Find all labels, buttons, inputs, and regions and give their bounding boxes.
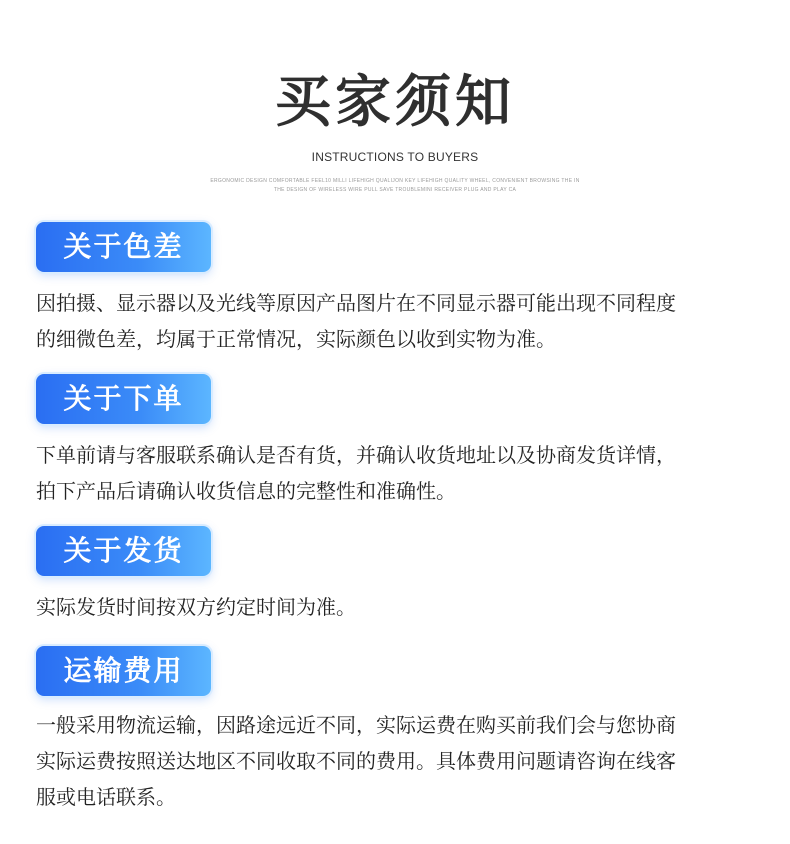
section-text-line: 下单前请与客服联系确认是否有货，并确认收货地址以及协商发货详情， <box>36 443 676 467</box>
section-label-ordering: 关于下单 <box>36 374 211 424</box>
section-body-freight <box>36 707 766 815</box>
section-label-shipping: 关于发货 <box>36 526 211 576</box>
section-text-line: 实际发货时间按双方约定时间为准。 <box>36 595 356 619</box>
section-text-line: 拍下产品后请确认收货信息的完整性和准确性。 <box>36 479 456 503</box>
page-title: 买家须知 <box>275 70 515 135</box>
section-label-freight: 运输费用 <box>36 646 211 696</box>
section-body-shipping <box>36 589 766 625</box>
section-body-color-difference <box>36 285 766 357</box>
decorative-fine-print-1: ERGONOMIC DESIGN COMFORTABLE FEEL10 MILLI LIFEHIGH QUALIJON KEY LIFEHIGH QUALITY WHEEL, CONVENIENT BROWSING THE IN <box>210 178 580 184</box>
section-text-line: 的细微色差，均属于正常情况，实际颜色以收到实物为准。 <box>36 327 556 351</box>
section-text-line: 实际运费按照送达地区不同收取不同的费用。具体费用问题请咨询在线客 <box>36 749 676 773</box>
section-text-line: 服或电话联系。 <box>36 785 176 809</box>
page-subtitle: INSTRUCTIONS TO BUYERS <box>311 150 479 164</box>
decorative-fine-print-2: THE DESIGN OF WIRELESS WIRE PULL SAVE TROUBLEMINI RECEIVER PLUG AND PLAY CA <box>273 187 517 193</box>
section-body-ordering <box>36 437 766 509</box>
section-text-line: 一般采用物流运输，因路途远近不同，实际运费在购买前我们会与您协商 <box>36 713 676 737</box>
section-text-line: 因拍摄、显示器以及光线等原因产品图片在不同显示器可能出现不同程度 <box>36 291 676 315</box>
page-header <box>0 0 790 200</box>
section-label-color-difference: 关于色差 <box>36 222 211 272</box>
